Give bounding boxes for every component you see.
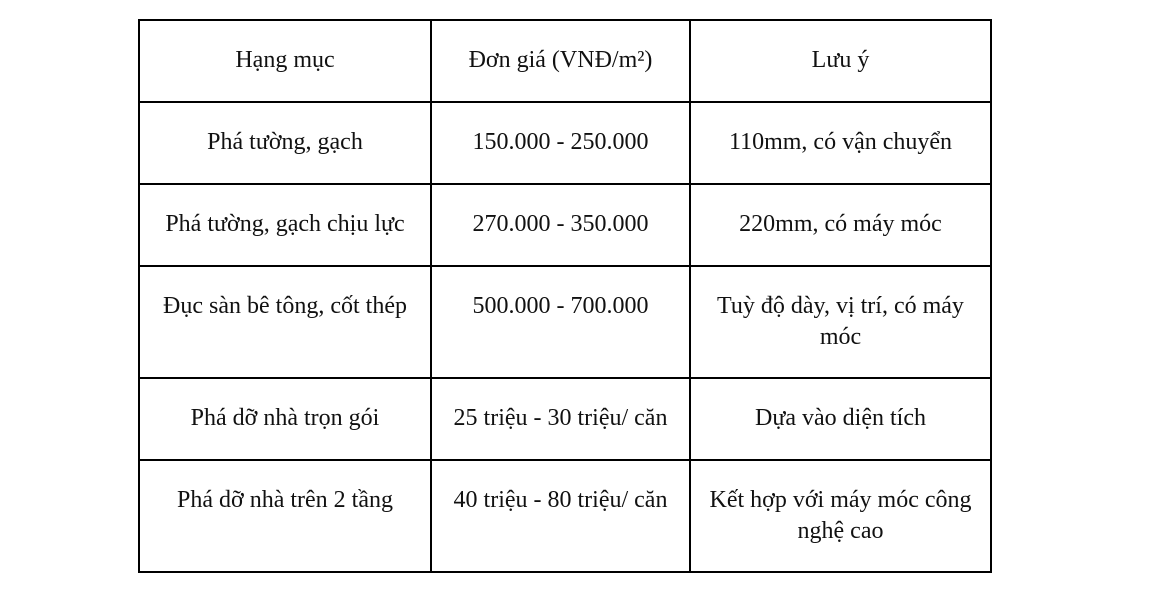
table-cell-category: Phá dỡ nhà trọn gói: [139, 378, 431, 460]
table-cell-category: Phá tường, gạch: [139, 102, 431, 184]
table-cell-category: Đục sàn bê tông, cốt thép: [139, 266, 431, 378]
header-cell-unit-price: Đơn giá (VNĐ/m²): [431, 20, 690, 102]
table-cell-price: 25 triệu - 30 triệu/ căn: [431, 378, 690, 460]
table-cell-note: Kết hợp với máy móc công nghệ cao: [690, 460, 991, 572]
table-row: [139, 460, 991, 572]
table-row: [139, 184, 991, 266]
table-row: [139, 266, 991, 378]
table-cell-price: 150.000 - 250.000: [431, 102, 690, 184]
table-header-row: [139, 20, 991, 102]
price-table: [138, 19, 992, 573]
table-cell-note: Tuỳ độ dày, vị trí, có máy móc: [690, 266, 991, 378]
table-cell-category: Phá tường, gạch chịu lực: [139, 184, 431, 266]
table-cell-category: Phá dỡ nhà trên 2 tầng: [139, 460, 431, 572]
table-row: [139, 378, 991, 460]
table-cell-price: 500.000 - 700.000: [431, 266, 690, 378]
table-row: [139, 102, 991, 184]
header-cell-category: Hạng mục: [139, 20, 431, 102]
table-cell-note: 220mm, có máy móc: [690, 184, 991, 266]
table-cell-note: 110mm, có vận chuyển: [690, 102, 991, 184]
header-cell-note: Lưu ý: [690, 20, 991, 102]
table-cell-note: Dựa vào diện tích: [690, 378, 991, 460]
table-cell-price: 40 triệu - 80 triệu/ căn: [431, 460, 690, 572]
table-cell-price: 270.000 - 350.000: [431, 184, 690, 266]
